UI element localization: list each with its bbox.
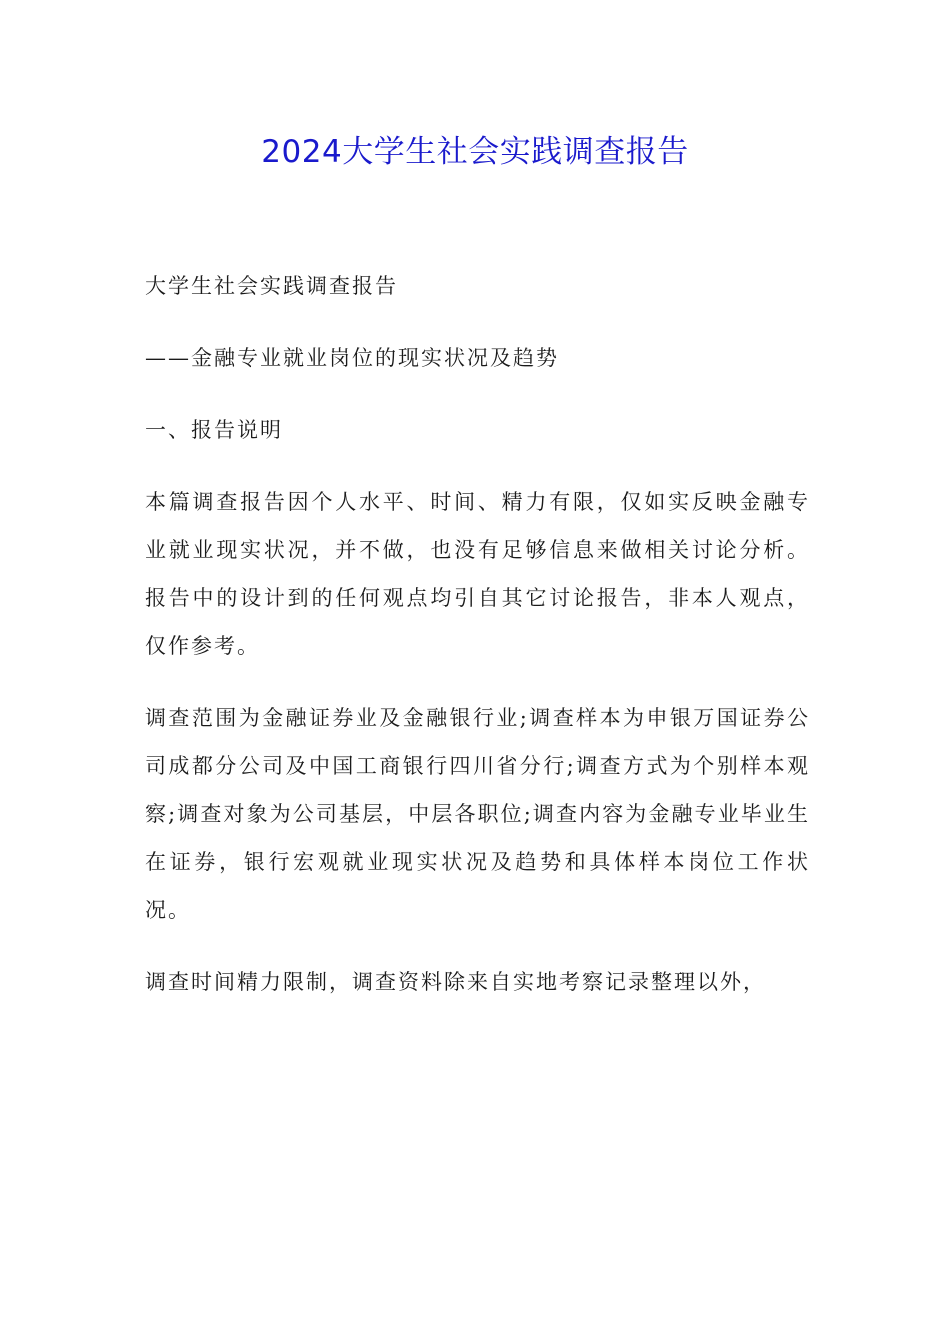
- document-title: 2024大学生社会实践调查报告: [261, 134, 689, 170]
- document-body: [145, 262, 810, 1030]
- report-subtitle: 大学生社会实践调查报告: [145, 274, 398, 298]
- paragraph-survey-limits: 调查时间精力限制，调查资料除来自实地考察记录整理以外，: [145, 970, 766, 994]
- section-heading: 一、报告说明: [145, 418, 283, 442]
- paragraph-scope-note: 本篇调查报告因个人水平、时间、精力有限，仅如实反映金融专业就业现实状况，并不做，也没有足够信息来做相关讨论分析。报告中的设计到的任何观点均引自其它讨论报告，非本人观点，仅作参考。: [145, 490, 810, 658]
- report-topic: ——金融专业就业岗位的现实状况及趋势: [145, 346, 559, 370]
- paragraph-survey-scope: 调查范围为金融证券业及金融银行业;调查样本为申银万国证券公司成都分公司及中国工商银行四川省分行;调查方式为个别样本观察;调查对象为公司基层，中层各职位;调查内容为金融专业毕业生在证券，银行宏观就业现实状况及趋势和具体样本岗位工作状况。: [145, 706, 810, 922]
